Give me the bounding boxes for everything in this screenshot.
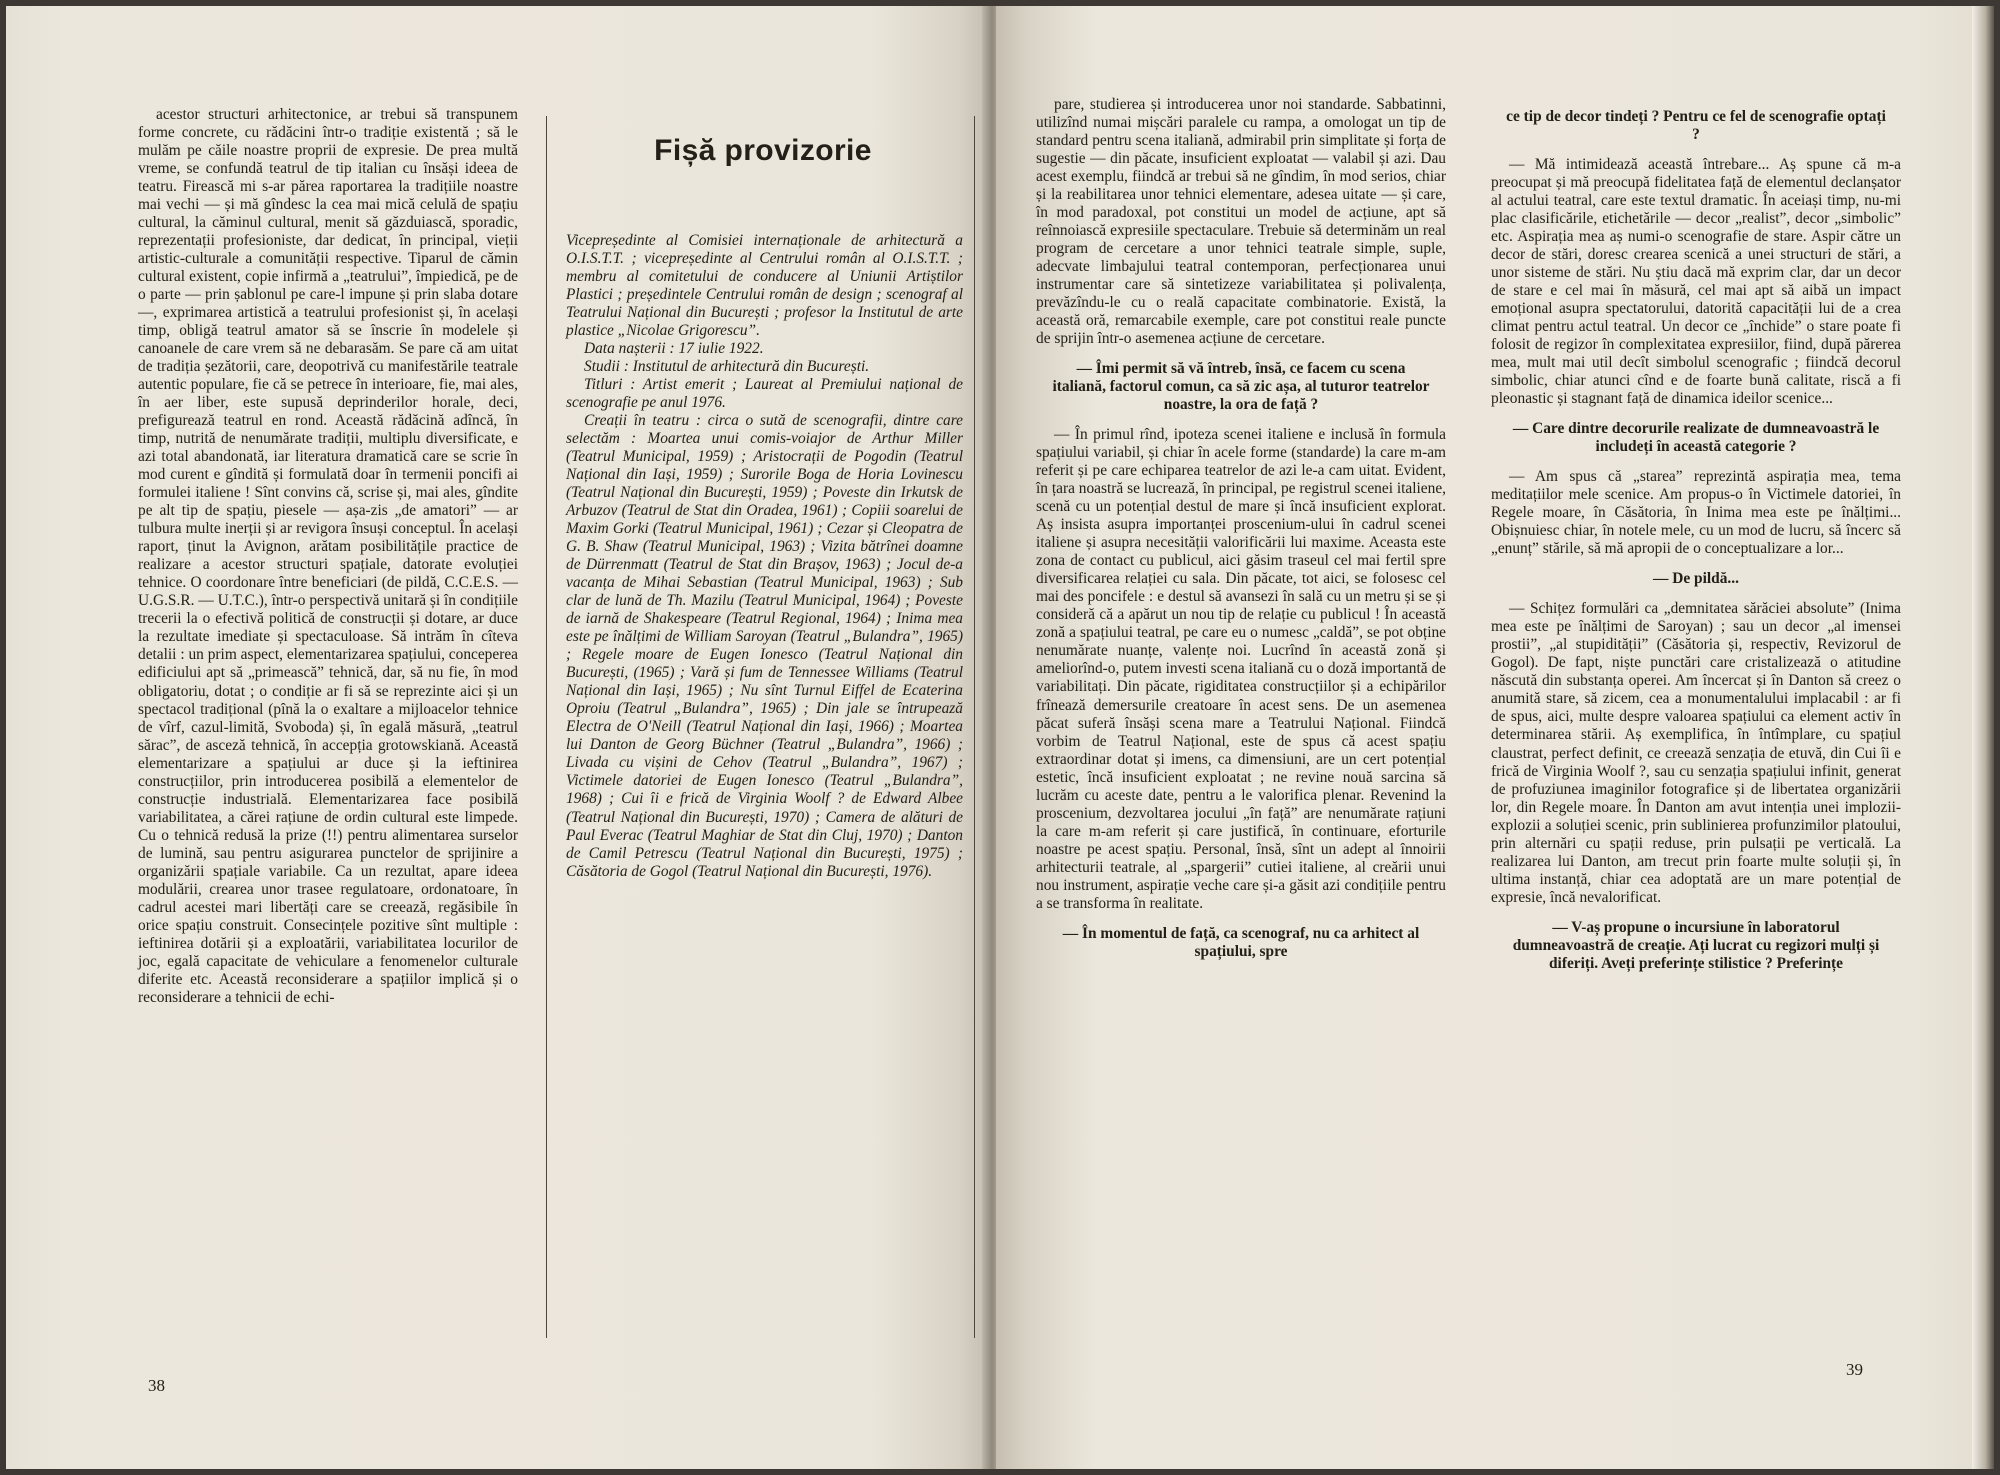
sidebar-titles: Titluri : Artist emerit ; Laureat al Premiului național de scenografie pe anul 1976. bbox=[566, 376, 963, 412]
sidebar-border-right bbox=[974, 116, 975, 1338]
sidebar-border-left bbox=[546, 116, 547, 1338]
sidebar-column bbox=[566, 232, 963, 881]
sidebar-creations: Creații în teatru : circa o sută de scenografii, dintre care selectăm : Moartea unui comis-voiajor de Arthur Miller (Teatrul Municipal, 1959) ; Aristocrații de Pogodin (Teatrul Național din Iași, 1959) ; Surorile Boga de Horia Lovinescu (Teatrul Național din București, 1959) ; Poveste din Irkutsk de Arbuzov (Teatrul de Stat din Oradea, 1961) ; Copiii soarelui de Maxim Gorki (Teatrul Municipal, 1961) ; Cezar și Cleopatra de G. B. Shaw (Teatrul Municipal, 1963) ; Vizita bătrînei doamne de Dürrenmatt (Teatrul de Stat din Brașov, 1963) ; Jocul de-a vacanța de Mihai Sebastian (Teatrul Municipal, 1963) ; Sub clar de lună de Th. Mazilu (Teatrul Municipal, 1964) ; Poveste de iarnă de Shakespeare (Teatrul Regional, 1964) ; Inima mea este pe înălțimi de William Saroyan (Teatrul „Bulandra”, 1965) ; Regele moare de Eugen Ionesco (Teatrul Național din București, (1965) ; Vară și fum de Tennessee Williams (Teatrul Național din Iași, 1965) ; Nu sînt Turnul Eiffel de Ecaterina Oproiu (Teatrul „Bulandra”, 1965) ; Din jale se întrupează Electra de O'Neill (Teatrul Național din Iași, 1966) ; Moartea lui Danton de Georg Büchner (Teatrul „Bulandra”, 1966) ; Livada cu vișini de Cehov (Teatrul „Bulandra”, 1967) ; Victimele datoriei de Eugen Ionesco (Teatrul „Bulandra”, 1968) ; Cui îi e frică de Virginia Woolf ? de Edward Albee (Teatrul Național din București, 1970) ; Camera de alături de Paul Everac (Teatrul Maghiar de Stat din Cluj, 1970) ; Danton de Camil Petrescu (Teatrul Național din București, 1975) ; Căsătoria de Gogol (Teatrul Național din București, 1976). bbox=[566, 412, 963, 880]
magazine-spread bbox=[6, 6, 1994, 1469]
paragraph: acestor structuri arhitectonice, ar trebui să transpunem forme concrete, cu rădăcini într-o tradiție existentă ; să le mulăm pe căile noastre proprii de expresie. De prea multă vreme, se confundă teatrul de tip italian cu însăși ideea de teatru. Firească mi s-ar părea raportarea la tradițiile noastre mai vechi — și mă gîndesc la cea mai mică celulă de spațiu cultural, la căminul cultural, menit să găzduiască, sporadic, reprezentații profesioniste, dar dedicat, în principal, vieții artistic-culturale a comunității respective. Tiparul de cămin cultural existent, copie infirmă a „teatrului”, împiedică, pe de o parte — prin șablonul pe care-l impune și prin slaba dotare —, exprimarea artistică a teatrului profesionist și, în același timp, obligă teatrul amator să se înscrie în modelele și canoanele de care vrem să ne debarasăm. Se pare că am uitat de tradiția șezătorii, care, deopotrivă cu manifestările teatrale autentic populare, fie că se petrece în interioare, fie, mai ales, în aer liber, este supusă deprinderilor horale, deci, prefigurează teatrul en rond. Această rădăcină adîncă, în timp, nutrită de nenumărate tradiții, multiplu diversificate, e azi total abandonată, iar literatura dramatică care se scrie în mod curent e gîndită și formulată doar în termenii poncifi ai formulei italiene ! Sînt convins că, scrise și, mai ales, gîndite pe alt tip de spațiu, piesele — așa-zis „de amatori” — ar tulbura multe inerții și ar revigora însuși conceptul. În același raport, ținut la Avignon, arătam posibilitățile practice de realizare a acestor structuri spațiale, datorate evoluției tehnice. O coordonare între beneficiari (de pildă, C.C.E.S. — U.G.S.R. — U.T.C.), într-o perspectivă unitară și în condițiile trecerii la o efectivă politică de construcții și dotare, ar duce la rezultate imediate și spectaculoase. Să intrăm în cîteva detalii : un prim aspect, elementarizarea spațiului, conceperea edificiului apt să „primească” tehnică, dar, să nu fie, în mod obligatoriu, dotat ; o condiție ar fi să se reprezinte aici și un spectacol tradițional (pînă la o exaltare a mijloacelor tehnice de vîrf, cazul-limită, Svoboda) și, în egală măsură, „teatrul sărac”, de asceză tehnică, în accepția grotowskiană. Această elementarizare a spațiului ar duce și la ieftinirea construcțiilor, prin introducerea posibilă a elementelor de construcție industrială. Elementarizarea face posibilă variabilitatea, a cărei rațiune de ordin cultural este limpede. Cu o tehnică redusă la prize (!!) pentru alimentarea surselor de lumină, sau pentru asigurarea punctelor de sprijinire a organizării spațiale variabile. Ca un rezultat, apare ideea modulării, crearea unor trasee regulatoare, ordonatoare, în cadrul acestei mari libertăți care se creează, regăsibile în orice spațiu construit. Consecințele pozitive sînt multiple : ieftinirea dotării și a exploatării, variabilitatea locurilor de joc, egală capacitate de vehiculare a fenomenelor culturale diferite etc. Această reconsiderare a spațiilor implică și o reconsiderare a tehnicii de echi- bbox=[138, 106, 518, 1006]
interview-question: — În momentul de față, ca scenograf, nu ca arhitect al spațiului, spre bbox=[1062, 924, 1420, 960]
sidebar-studies: Studii : Institutul de arhitectură din București. bbox=[584, 358, 870, 376]
sidebar-title: Fișă provizorie bbox=[654, 134, 872, 167]
sidebar-birth: Data nașterii : 17 iulie 1922. bbox=[584, 340, 764, 358]
paragraph: — Mă intimidează această întrebare... Aș spune că m-a preocupat și mă preocupă fidelitatea față de elementul declanșator al actului teatral, care este textul dramatic. În aceiași timp, nu-mi plac clasificările, etichetările — decor „realist”, decor „simbolic” etc. Aspirația mea aș numi-o scenografie de stare. Aspir către un decor de stări, doresc crearea scenică a unei structuri de stări, a unor sisteme de stări. Nu știu dacă mă exprim clar, dar un decor de stare e cel mai în măsură, cel mai apt să aibă un impact emoțional asupra spectatorului, datorită capacității lui de a crea climat pentru actul teatral. Un decor ce „închide” o stare poate fi folosit de regizor în complexitatea expresiilor, fiind, după părerea mea, mult mai util decît simbolul scenografic ; fiindcă decorul simbolic, chiar atunci cînd e de foarte bună calitate, riscă a fi pleonastic și stagnant față de dinamica ideilor scenice... bbox=[1491, 156, 1901, 408]
interview-question: — Care dintre decorurile realizate de dumneavoastră le includeți în această categorie ? bbox=[1512, 420, 1880, 456]
page-number-right: 39 bbox=[1846, 1360, 1863, 1379]
interview-question: — De pildă... bbox=[1653, 570, 1739, 588]
paragraph: — Am spus că „starea” reprezintă aspirația mea, tema meditațiilor mele scenice. Am propus-o în Victimele datoriei, în Regele moare, în Căsătoria, în Inima mea este pe înălțimi... Obișnuiesc chiar, în notele mele, cu un mod de lucru, să încerc să „enunț” stările, să mă apropii de o conceptualizare a lor... bbox=[1491, 468, 1901, 558]
sidebar-lead: Vicepreședinte al Comisiei internaționale de arhitectură a O.I.S.T.T. ; vicepreședinte al Centrului român al O.I.S.T.T. ; membru al comitetului de conducere al Uniunii Artiștilor Plastici ; președintele Centrului român de design ; scenograf al Teatrului Național din București ; profesor la Institutul de arte plastice „Nicolae Grigorescu”. bbox=[566, 232, 963, 340]
paragraph: — Schițez formulări ca „demnitatea sărăciei absolute” (Inima mea este pe înălțimi de Saroyan) ; sau un decor „al imensei prostii”, „al stupidității” (Căsătoria și, respectiv, Revizorul de Gogol). De fapt, niște punctări care cristalizează o atitudine născută din substanța operei. Am încercat și în Danton să creez o anumită stare, să zicem, cea a monumentalului implacabil : ar fi de spus, aici, multe despre valoarea spațiului ca element activ în determinarea stării. Aș exemplifica, în întîmplare, cu spațiul claustrat, perfect definit, ce creează senzația de etuvă, din Cui îi e frică de Virginia Woolf ?, sau cu senzația spațiului infinit, generat de profuziunea imaginilor fotografice și de libertatea organizării lor, din Regele moare. În Danton am avut intenția unei implozii-explozii a soluției scenic, prin sublinierea profunzimilor platoului, prin alternări cu spații reduse, prin pulsații pe verticală. La realizarea lui Danton, am trecut prin foarte multe soluții și, în ultima instanță, chiar cea adoptată are un mare potențial de expresie, încă nevalorificat. bbox=[1491, 600, 1901, 906]
left-main-column bbox=[138, 106, 518, 1007]
right-column-2 bbox=[1491, 96, 1901, 985]
page-number-left: 38 bbox=[148, 1376, 165, 1395]
page-edge bbox=[1972, 6, 1994, 1469]
left-page bbox=[6, 6, 988, 1469]
paragraph: — În primul rînd, ipoteza scenei italiene e inclusă în formula spațiului variabil, și chiar în acele forme (standarde) la care m-am referit și pe care echiparea teatrelor de azi le-a cam uitat. Evident, în țara noastră se lucrează, în principal, pe registrul scenei italiene, scenă cu un potențial destul de mare și încă insuficient explorat. Aș insista asupra importanței proscenium-ului în cadrul scenei italiene și asupra necesității valorificării lui maxime. Aceasta este zona de contact cu publicul, aici găsim traseul cel mai fertil spre diversificarea relației cu sala. Din păcate, tot aici, se folosesc cel mai des poncifele : e destul să avansezi în sală cu un metru și se și consideră că a apărut un nou tip de relație cu publicul ! În această zonă a spațiului teatral, pe care eu o numesc „caldă”, se pot obține nenumărate nuanțe, valențe noi. Lucrînd în această zonă și ameliorînd-o, putem investi scena italiană cu o doză importantă de variabilitați. Din păcate, rigiditatea construcțiilor și a echipărilor frînează demersurile creatoare în acest sens. De un asemenea păcat suferă însăși scena mare a Teatrului Național. Fiindcă vorbim de Teatrul Național, este de spus că acest spațiu extraordinar dotat și imens, ca dimensiuni, are un cert potențial estetic, încă insuficient exploatat ; ne revine nouă sarcina să lucrăm cu aceste date, pentru a le valorifica plenar. Revenind la proscenium, dezvoltarea jocului „în față” are nenumărate rațiuni la care m-am referit și care justifică, în continuare, eforturile noastre pe acest spațiu. Personal, însă, sînt un adept al înnoirii arhitecturii teatrale, al „spargerii” cutiei italiene, al creării unui nou instrument, aspirație veche care și-a găsit azi condițiile pentru a se transforma în realitate. bbox=[1036, 426, 1446, 912]
right-column-1 bbox=[1036, 96, 1446, 973]
interview-question: — V-aș propune o incursiune în laboratorul dumneavoastră de creație. Ați lucrat cu regizori mulți și diferiți. Aveți preferințe stilistice ? Preferințe bbox=[1512, 918, 1880, 972]
right-page bbox=[996, 6, 1994, 1469]
interview-question: ce tip de decor tindeți ? Pentru ce fel de scenografie optați ? bbox=[1506, 108, 1886, 144]
interview-question: — Îmi permit să vă întreb, însă, ce facem cu scena italiană, factorul comun, ca să zic așa, al tuturor teatrelor noastre, la ora de față ? bbox=[1052, 360, 1430, 414]
paragraph: pare, studierea și introducerea unor noi standarde. Sabbatinni, utilizînd numai mișcări paralele cu rampa, a omologat un tip de standard pentru scena italiană, admirabil prin simplitate și forța de sugestie — din păcate, insuficient exploatat — valabil și azi. Dau acest exemplu, fiindcă ar trebui să ne gîndim, în mod serios, chiar și la reabilitarea unor tehnici elementare, adesea uitate — și care, în mod paradoxal, pot constitui un model de acțiune, apt să reînnoiască expresiile spectaculare. Trebuie să determinăm un real program de cercetare a unor tehnici teatrale simple, suple, adecvate limbajului teatral contemporan, perfecționarea unui instrumentar care să sintetizeze variabilitatea și polivalența, prevăzîndu-le cu o reală capacitate combinatorie. Există, la această oră, remarcabile exemple, care pot constitui reale puncte de sprijin într-o asemenea acțiune de cercetare. bbox=[1036, 96, 1446, 348]
